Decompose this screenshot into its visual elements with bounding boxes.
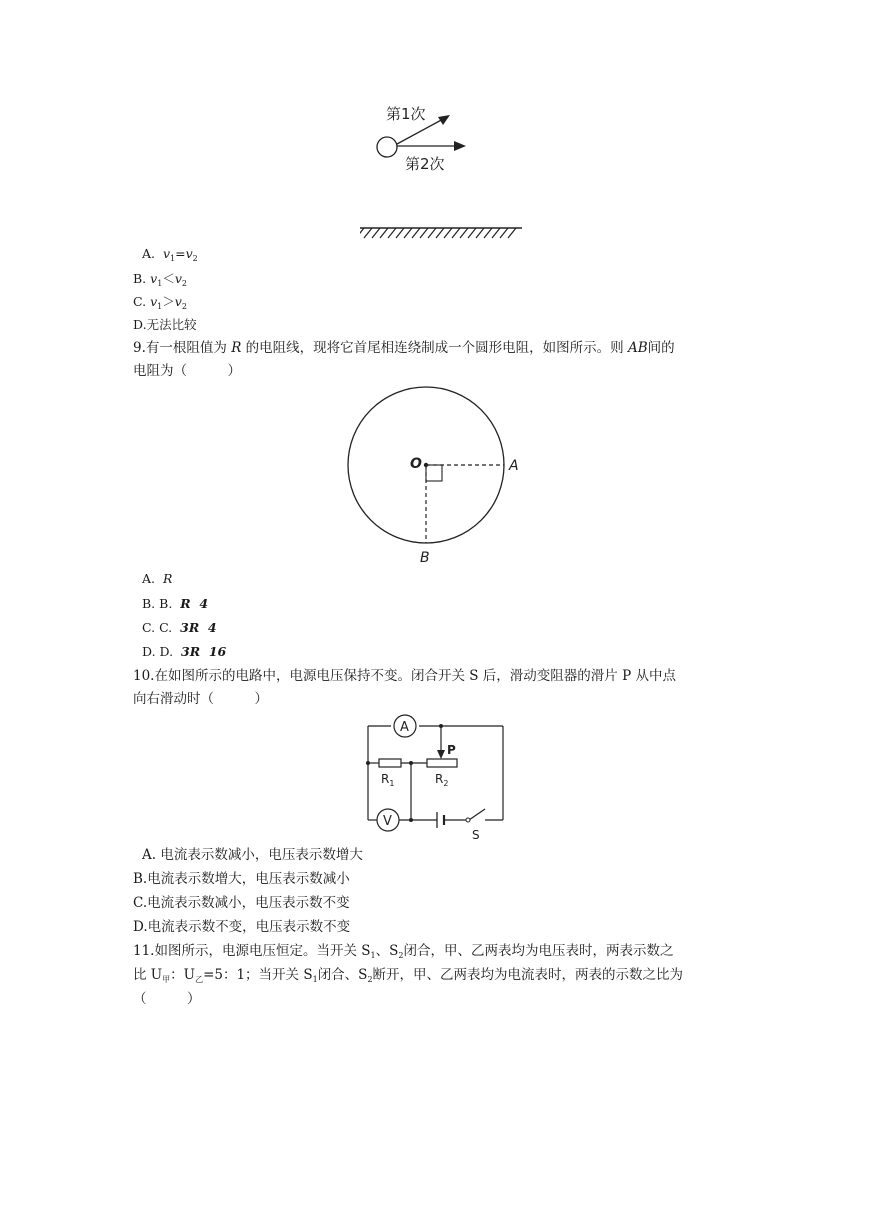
label-first: 第1次 bbox=[386, 105, 426, 123]
q8-option-b[interactable]: B. $v_1<v_2$ bbox=[133, 271, 187, 288]
q8-option-a[interactable]: A. $v_1=v_2$ bbox=[142, 246, 198, 263]
slider-p-label: P bbox=[447, 743, 456, 757]
slider-arrow bbox=[437, 750, 445, 759]
switch-contact bbox=[466, 818, 470, 822]
q11-stem-line3: （ ） bbox=[133, 991, 201, 1007]
label-o: O bbox=[410, 456, 422, 472]
q10-option-c[interactable]: C.电流表示数减小，电压表示数不变 bbox=[133, 895, 350, 911]
q9-option-a[interactable]: A. R bbox=[142, 571, 173, 586]
q10-option-d[interactable]: D.电流表示数不变，电压表示数不变 bbox=[133, 919, 351, 935]
right-angle-mark bbox=[426, 465, 442, 481]
ball bbox=[377, 137, 397, 157]
q9-stem-line2: 电阻为（ ） bbox=[133, 363, 241, 379]
q11-stem-line1: 11.如图所示，电源电压恒定。当开关 $S_1$、$S_2$闭合，甲、乙两表均为电压表时，两表示数之 bbox=[133, 943, 674, 960]
q9-option-d[interactable]: D. D. 3R 16 bbox=[142, 644, 227, 659]
voltmeter-label: V bbox=[383, 814, 392, 829]
q8-figure bbox=[360, 100, 540, 245]
switch-label: S bbox=[472, 828, 480, 842]
q11-stem-line2: 比 $U_甲$：$U_乙=5$：1；当开关 $S_1$闭合、$S_2$断开，甲、乙两表均为电流表时，两表的示数之比为 bbox=[133, 967, 684, 984]
label-a: A bbox=[509, 458, 519, 474]
ammeter-label: A bbox=[400, 720, 409, 735]
q10-option-a[interactable]: A. 电流表示数减小，电压表示数增大 bbox=[142, 847, 363, 863]
resistor-r2 bbox=[427, 759, 457, 767]
arrow-1-head bbox=[438, 115, 450, 125]
q10-stem-line1: 10.在如图所示的电路中，电源电压保持不变。闭合开关 S 后，滑动变阻器的滑片 P 从中点 bbox=[133, 668, 676, 684]
q9-stem-line1: 9.有一根阻值为 R 的电阻线，现将它首尾相连绕制成一个圆形电阻，如图所示。则 AB间的 bbox=[133, 340, 675, 356]
r1-label: $R_1$ bbox=[381, 772, 395, 788]
q8-option-d[interactable]: D.无法比较 bbox=[133, 317, 197, 332]
ground-hatch bbox=[360, 228, 516, 238]
resistor-r1 bbox=[379, 759, 401, 767]
q9-circle-figure bbox=[340, 380, 540, 570]
q9-option-b[interactable]: B. B. R 4 bbox=[142, 596, 209, 611]
label-b: B bbox=[420, 550, 430, 566]
label-second: 第2次 bbox=[405, 155, 445, 173]
q10-circuit-figure bbox=[355, 708, 515, 843]
r2-label: $R_2$ bbox=[435, 772, 449, 788]
q9-option-c[interactable]: C. C. 3R 4 bbox=[142, 620, 217, 635]
q10-stem-line2: 向右滑动时（ ） bbox=[133, 691, 268, 707]
point-o bbox=[424, 463, 428, 467]
arrow-2-head bbox=[454, 141, 466, 151]
q8-option-c[interactable]: C. $v_1>v_2$ bbox=[133, 294, 187, 311]
q10-option-b[interactable]: B.电流表示数增大，电压表示数减小 bbox=[133, 871, 350, 887]
